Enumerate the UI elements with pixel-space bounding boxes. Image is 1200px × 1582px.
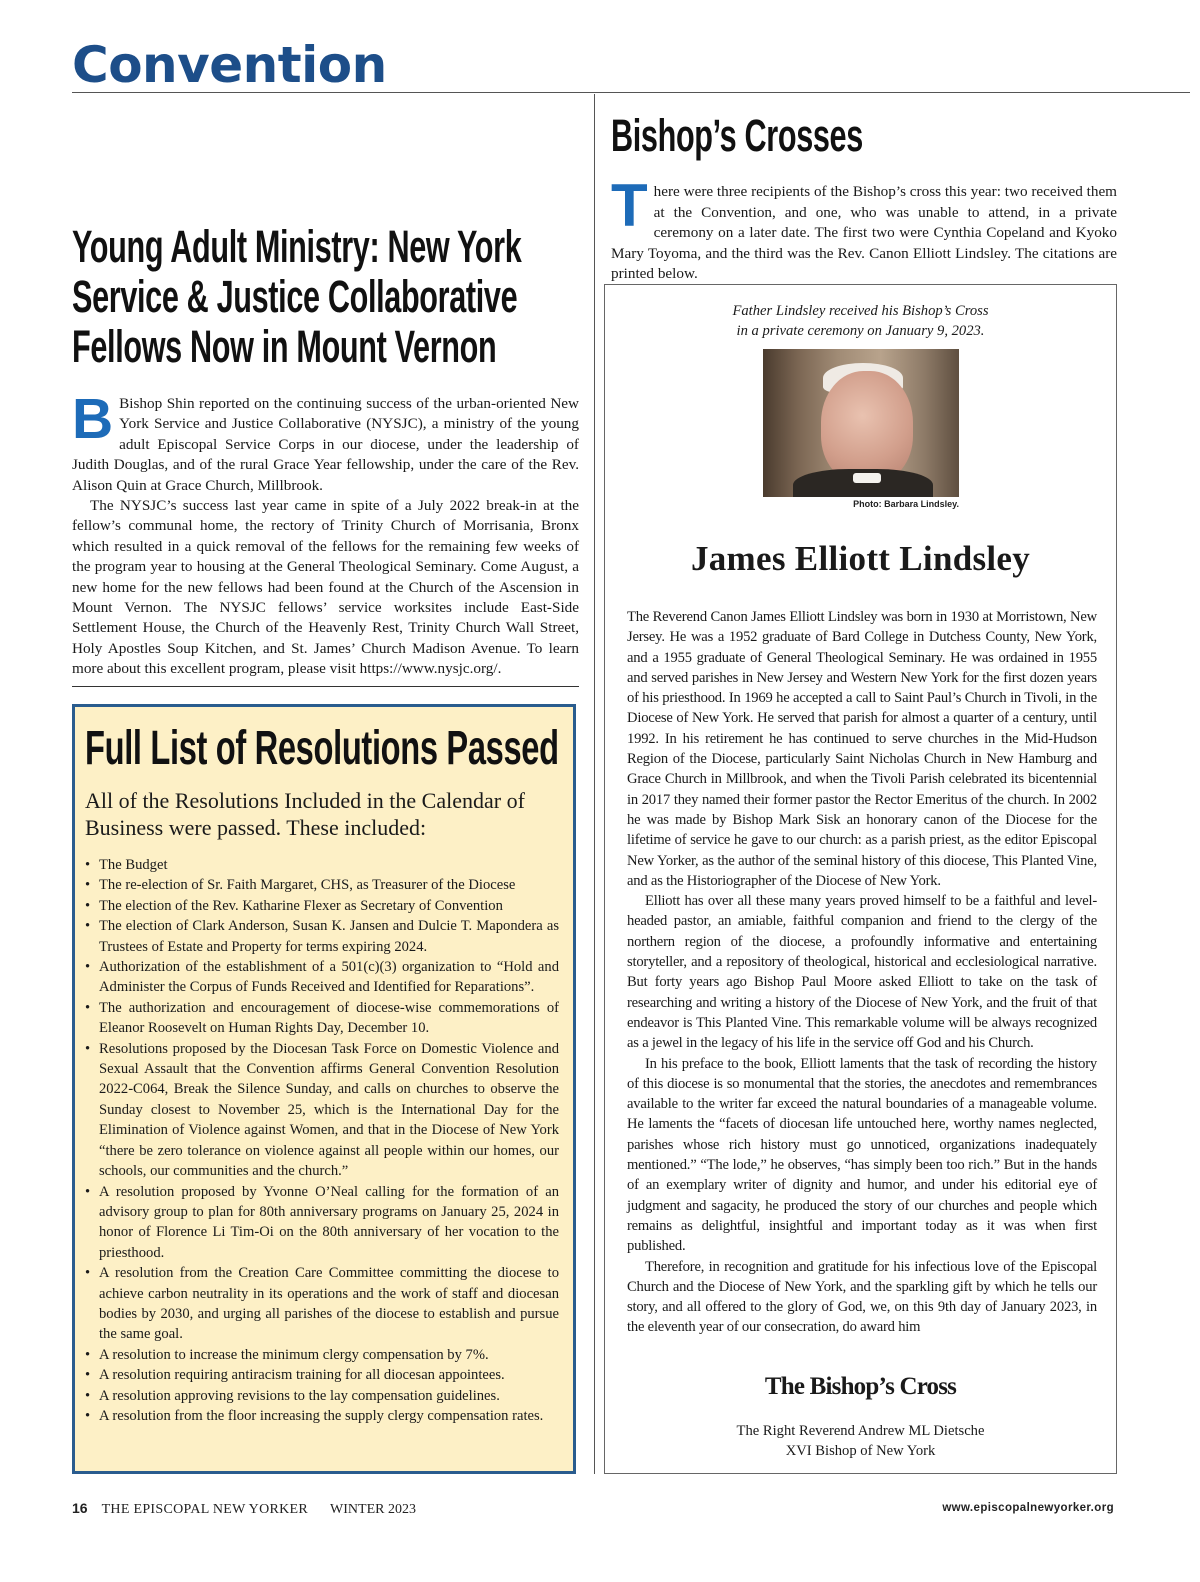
drop-cap: B bbox=[72, 387, 114, 451]
list-item: • A resolution proposed by Yvonne O’Neal calling for the formation of an advisory group to plan for 80th anniversary programs on January 25, 2024 in honor of Florence Li Tim-Oi on the 80th anniversary of her vocation to the priesthood. bbox=[85, 1182, 559, 1264]
crosses-title: Bishop’s Crosses bbox=[611, 110, 863, 161]
list-item: • The authorization and encouragement of diocese-wise commemorations of Eleanor Roosevelt on Human Rights Day, December 10. bbox=[85, 998, 559, 1039]
citation-paragraph: Elliott has over all these many years proved himself to be a faithful and level-headed pastor, an amiable, faithful companion and friend to the clergy of the northern region of the diocese, a profoundly informative and entertaining storyteller, and a repository of theological, historical and ecclesiological narrative. But forty years ago Bishop Paul Moore asked Elliott to take on the task of researching and writing a history of the Diocese of New York, and the fruit of that endeavor is This Planted Vine. This remarkable volume will be always recognized as a jewel in the legacy of his life in the service off God and his Church. bbox=[627, 893, 1097, 1052]
top-rule bbox=[72, 92, 1190, 93]
honoree-name: James Elliott Lindsley bbox=[690, 539, 1031, 578]
crosses-intro: There were three recipients of the Bishop’s cross this year: two received them at the Convention, and one, who was unable to attend, in a private ceremony on a later date. The first two were Cynthia Copeland and Kyoko Mary Toyoma, and the third was the Rev. Canon Elliott Lindsley. The citations are printed below. bbox=[611, 172, 1117, 283]
list-item: • A resolution to increase the minimum clergy compensation by 7%. bbox=[85, 1345, 559, 1365]
bishops-crosses-article bbox=[611, 112, 1117, 300]
section-divider bbox=[72, 686, 579, 687]
resolutions-title: Full List of Resolutions Passed bbox=[85, 722, 559, 775]
list-item: • Authorization of the establishment of a 501(c)(3) organization to “Hold and Administer the Corpus of Funds Received and Identified for Reparations”. bbox=[85, 957, 559, 998]
resolutions-box bbox=[72, 704, 576, 1474]
signature: The Right Reverend Andrew ML Dietsche XVI Bishop of New York bbox=[736, 1423, 985, 1459]
resolutions-intro: All of the Resolutions Included in the Calendar of Business were passed. These included: bbox=[85, 788, 525, 840]
citation-box bbox=[604, 284, 1117, 1474]
citation-paragraph: Therefore, in recognition and gratitude for his infectious love of the Episcopal Church and the Diocese of New York, and the sparkling gift by which he tells our story, and all offered to the glory of God, we, on this 9th day of January 2023, in the eleventh year of our consecration, do award him bbox=[627, 1258, 1097, 1336]
award-title: The Bishop’s Cross bbox=[764, 1373, 957, 1400]
article-body bbox=[72, 387, 579, 680]
drop-cap: T bbox=[611, 172, 648, 239]
list-item: • A resolution requiring antiracism training for all diocesan appointees. bbox=[85, 1365, 559, 1385]
website-link[interactable]: www.episcopalnewyorker.org bbox=[942, 1502, 1114, 1514]
photo-caption: Father Lindsley received his Bishop’s Cross in a private ceremony on January 9, 2023. bbox=[732, 303, 989, 339]
publication-name: THE EPISCOPAL NEW YORKER bbox=[101, 1502, 309, 1517]
list-item: • The Budget bbox=[85, 855, 559, 875]
headline-line: Service & Justice Collaborative bbox=[72, 271, 518, 322]
list-item: • The election of the Rev. Katharine Flexer as Secretary of Convention bbox=[85, 896, 559, 916]
list-item: • A resolution approving revisions to the lay compensation guidelines. bbox=[85, 1386, 559, 1406]
issue-label: WINTER 2023 bbox=[330, 1502, 416, 1517]
headline-line: Young Adult Ministry: New York bbox=[72, 221, 522, 272]
page-number: 16 bbox=[72, 1500, 88, 1516]
list-item: • The re-election of Sr. Faith Margaret, CHS, as Treasurer of the Diocese bbox=[85, 875, 559, 895]
citation-paragraph: The Reverend Canon James Elliott Lindsley was born in 1930 at Morristown, New Jersey. He was a 1952 graduate of Bard College in Dutchess County, New York, and a 1955 graduate of General Theological Seminary. He was ordained in 1955 and served parishes in New Jersey and Western New York for the first dozen years of his priesthood. In 1969 he accepted a call to Saint Paul’s Church in Tivoli, in the Diocese of New York. He served that parish for almost a quarter of a century, until 1992. In his retirement he has continued to serve churches in the Mid-Hudson Region of the Diocese, particularly Saint Nicholas Church in New Hamburg and Grace Church in Millbrook, and when the Tivoli Parish celebrated its bicentennial in 2017 they named their former pastor the Rector Emeritus of the church. In 2002 he was made by Bishop Mark Sisk an honorary canon of the Diocese for the lifetime of service he gave to our church: as a parish priest, as the editor Episcopal New Yorker, as the author of the seminal history of this diocese, This Planted Vine, and as the Historiographer of the Diocese of New York. bbox=[627, 609, 1097, 889]
article-paragraph: B Bishop Shin reported on the continuing success of the urban-oriented New York Service and Justice Collaborative (NYSJC), a ministry of the young adult Episcopal Service Corps in our diocese, under the leadership of Judith Douglas, and of the rural Grace Year fellowship, under the care of the Rev. Alison Quin at Grace Church, Millbrook. bbox=[72, 387, 579, 494]
resolutions-list bbox=[85, 855, 559, 1426]
citation-body bbox=[627, 607, 1097, 1338]
young-adult-article bbox=[72, 222, 579, 680]
list-item: • Resolutions proposed by the Diocesan Task Force on Domestic Violence and Sexual Assault that the Convention affirms General Convention Resolution 2022-C064, Break the Silence Sunday, and calls on churches to observe the Sunday closest to November 25, which is the International Day for the Elimination of Violence against Women, and that in the Diocese of New York “there be zero tolerance on violence against all people within our homes, our schools, our communities and the church.” bbox=[85, 1039, 559, 1182]
portrait-photo bbox=[763, 349, 959, 497]
column-divider bbox=[594, 94, 595, 1474]
photo-credit: Photo: Barbara Lindsley. bbox=[853, 499, 959, 509]
list-item: • A resolution from the floor increasing the supply clergy compensation rates. bbox=[85, 1406, 559, 1426]
headline-line: Fellows Now in Mount Vernon bbox=[72, 321, 497, 372]
footer-left bbox=[72, 1500, 416, 1518]
article-headline bbox=[72, 222, 579, 372]
list-item: • The election of Clark Anderson, Susan K. Jansen and Dulcie T. Mapondera as Trustees of Estate and Property for terms expiring 2024. bbox=[85, 916, 559, 957]
list-item: • A resolution from the Creation Care Committee committing the diocese to achieve carbon neutrality in its operations and the work of staff and diocesan bodies by 2030, and urging all parishes of the diocese to establish and pursue the same goal. bbox=[85, 1263, 559, 1345]
section-title: Convention bbox=[72, 36, 387, 94]
article-paragraph: The NYSJC’s success last year came in spite of a July 2022 break-in at the fellow’s communal home, the rectory of Trinity Church of Morrisania, Bronx which resulted in a quick removal of the fellows for the remaining few weeks of the program year to housing at the General Theological Seminary. Come August, a new home for the new fellows had been found at the Church of the Ascension in Mount Vernon. The NYSJC fellows’ service worksites include East-Side Settlement House, the Church of the Heavenly Rest, Trinity Church Wall Street, Holy Apostles Soup Kitchen, and St. James’ Church Madison Avenue. To learn more about this excellent program, please visit https://www.nysjc.org/. bbox=[72, 497, 579, 678]
citation-paragraph: In his preface to the book, Elliott laments that the task of recording the history of this diocese is so monumental that the stories, the anecdotes and remembrances available to the writer far exceed the natural boundaries of a manageable volume. He laments the “facets of diocesan life untouched here, worthy names neglected, parishes whose rich history must go unnoticed, organizations inadequately mentioned.” “The lode,” he observes, “has simply been too rich.” But in the hands of an exemplary writer of dignity and humor, and under his editorial eye of judgment and sagacity, he produced the story of our churches and people which remains as delightful, insightful and important today as it was when first published. bbox=[627, 1055, 1097, 1255]
